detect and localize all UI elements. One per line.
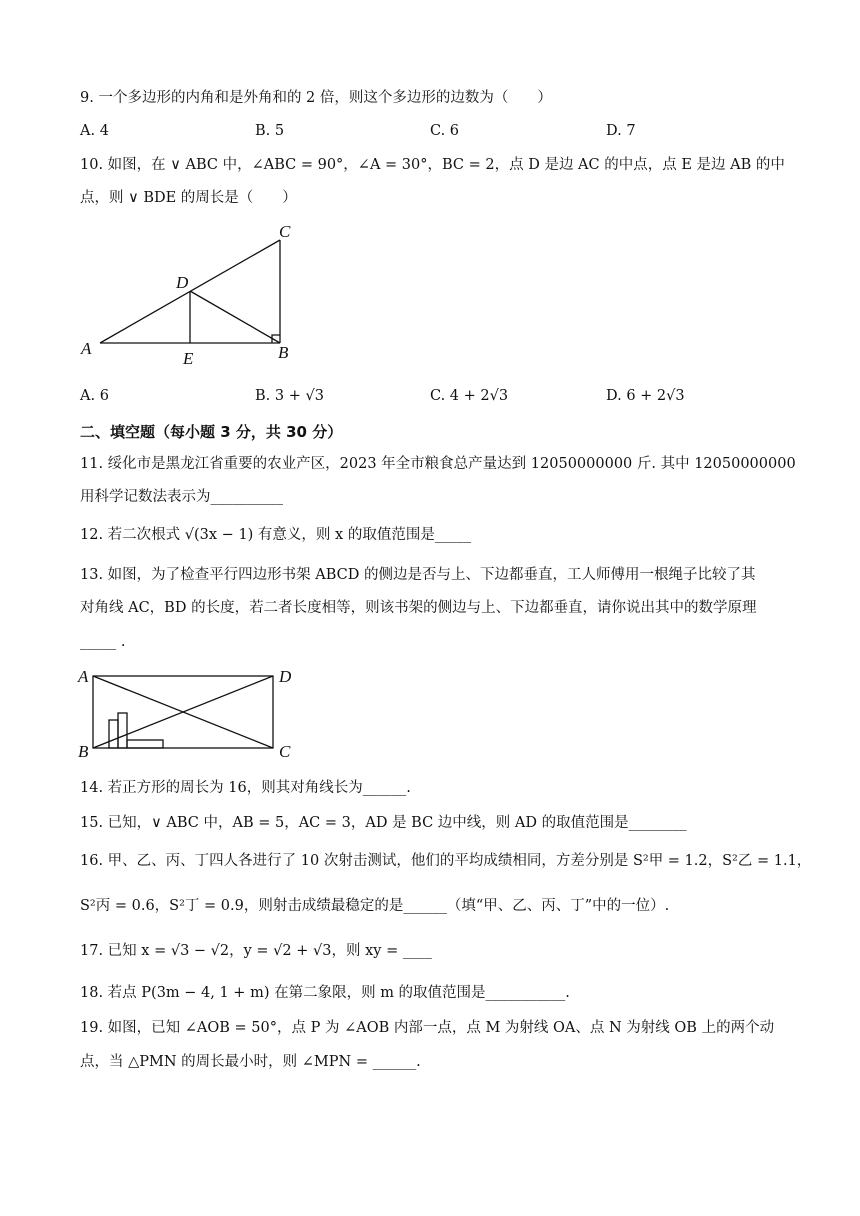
q13-line2: 对角线 AC，BD 的长度，若二者长度相等，则该书架的侧边与上、下边都垂直，请你说出其中的数学原理 <box>80 600 757 616</box>
q10-triangle-figure <box>75 218 315 370</box>
q13-line3: _____ . <box>80 634 126 650</box>
q9-option-b: B. 5 <box>255 123 285 139</box>
q10-option-d: D. 6 + 2√3 <box>606 388 685 404</box>
q10-stem-line1: 10. 如图，在 ∨ ABC 中，∠ABC = 90°，∠A = 30°，BC = 2，点 D 是边 AC 的中点，点 E 是边 AB 的中 <box>80 157 785 173</box>
q11-line2: 用科学记数法表示为__________ <box>80 489 283 505</box>
q11-line1: 11. 绥化市是黑龙江省重要的农业产区，2023 年全市粮食总产量达到 12050000000 斤. 其中 12050000000 <box>80 456 796 472</box>
q18-text: 18. 若点 P(3m − 4, 1 + m) 在第二象限，则 m 的取值范围是___________. <box>80 985 570 1001</box>
q9-option-a: A. 4 <box>80 123 109 139</box>
q10-option-b: B. 3 + √3 <box>255 388 324 404</box>
q16-line1: 16. 甲、乙、丙、丁四人各进行了 10 次射击测试，他们的平均成绩相同，方差分别是 S²甲 = 1.2，S²乙 = 1.1， <box>80 853 812 869</box>
q10-stem-line2: 点，则 ∨ BDE 的周长是（ ） <box>80 190 297 206</box>
q9-stem: 9. 一个多边形的内角和是外角和的 2 倍，则这个多边形的边数为（ ） <box>80 90 552 106</box>
book-1 <box>109 720 118 748</box>
book-3 <box>127 740 163 748</box>
q10-option-a: A. 6 <box>80 388 109 404</box>
q12-text: 12. 若二次根式 √(3x − 1) 有意义，则 x 的取值范围是_____ <box>80 527 472 543</box>
q17-text: 17. 已知 x = √3 − √2，y = √2 + √3，则 xy = ____ <box>80 943 432 959</box>
label-c: C <box>279 742 291 761</box>
q19-line1: 19. 如图，已知 ∠AOB = 50°，点 P 为 ∠AOB 内部一点，点 M 为射线 OA、点 N 为射线 OB 上的两个动 <box>80 1020 775 1036</box>
q13-line1: 13. 如图，为了检查平行四边形书架 ABCD 的侧边是否与上、下边都垂直，工人师傅用一根绳子比较了其 <box>80 567 756 583</box>
label-a: A <box>81 339 92 358</box>
section-title: 二、填空题（每小题 3 分，共 30 分） <box>80 423 343 441</box>
q9-option-c: C. 6 <box>430 123 460 139</box>
q9-option-d: D. 7 <box>606 123 636 139</box>
q16-line2: S²丙 = 0.6，S²丁 = 0.9，则射击成绩最稳定的是______（填“甲、乙、丙、丁”中的一位）. <box>80 898 670 914</box>
q14-text: 14. 若正方形的周长为 16，则其对角线长为______. <box>80 780 411 796</box>
label-b: B <box>78 742 89 761</box>
label-d: D <box>176 273 189 292</box>
label-a: A <box>78 667 89 686</box>
label-c: C <box>279 222 291 241</box>
q15-text: 15. 已知，∨ ABC 中，AB = 5，AC = 3，AD 是 BC 边中线，则 AD 的取值范围是________ <box>80 815 687 831</box>
label-d: D <box>279 667 292 686</box>
q13-bookshelf-figure <box>75 663 305 763</box>
q19-line2: 点，当 △PMN 的周长最小时，则 ∠MPN = ______. <box>80 1054 421 1070</box>
book-2 <box>118 713 127 748</box>
label-b: B <box>278 343 289 362</box>
label-e: E <box>183 349 194 368</box>
q10-option-c: C. 4 + 2√3 <box>430 388 509 404</box>
segment-db <box>190 291 280 343</box>
